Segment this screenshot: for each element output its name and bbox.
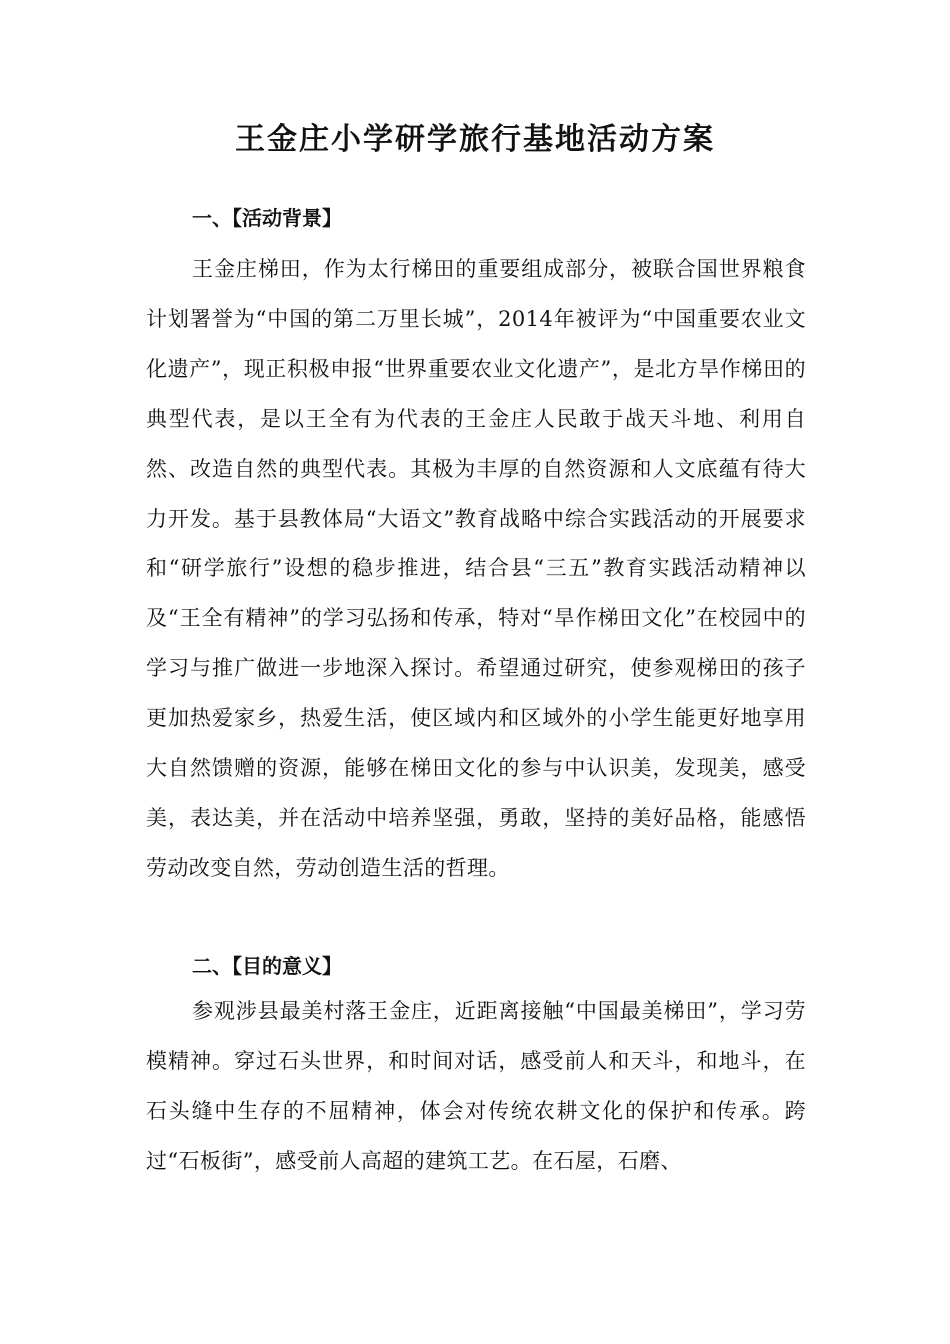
section-heading-purpose: 二、【目的意义】 <box>192 954 342 978</box>
document-title: 王金庄小学研学旅行基地活动方案 <box>235 122 715 157</box>
section-paragraph-purpose: 参观涉县最美村落王金庄，近距离接触“中国最美梯田”，学习劳模精神。穿过石头世界，和时间对话，感受前人和天斗，和地斗，在石头缝中生存的不屈精神，体会对传统农耕文化的保护和传承。跨过“石板街”，感受前人高超的建筑工艺。在石屋，石磨、 <box>146 999 806 1173</box>
section-heading-background: 一、【活动背景】 <box>192 206 342 230</box>
section-paragraph-background: 王金庄梯田，作为太行梯田的重要组成部分，被联合国世界粮食计划署誉为“中国的第二万里长城”，2014年被评为“中国重要农业文化遗产”，现正积极申报“世界重要农业文化遗产”，是北方旱作梯田的典型代表，是以王全有为代表的王金庄人民敢于战天斗地、利用自然、改造自然的典型代表。其极为丰厚的自然资源和人文底蕴有待大力开发。基于县教体局“大语文”教育战略中综合实践活动的开展要求和“研学旅行”设想的稳步推进，结合县“三五”教育实践活动精神以及“王全有精神”的学习弘扬和传承，特对“旱作梯田文化”在校园中的学习与推广做进一步地深入探讨。希望通过研究，使参观梯田的孩子更加热爱家乡，热爱生活，使区域内和区域外的小学生能更好地享用大自然馈赠的资源，能够在梯田文化的参与中认识美，发现美，感受美，表达美，并在活动中培养坚强，勇敢，坚持的美好品格，能感悟劳动改变自然，劳动创造生活的哲理。 <box>146 257 806 880</box>
